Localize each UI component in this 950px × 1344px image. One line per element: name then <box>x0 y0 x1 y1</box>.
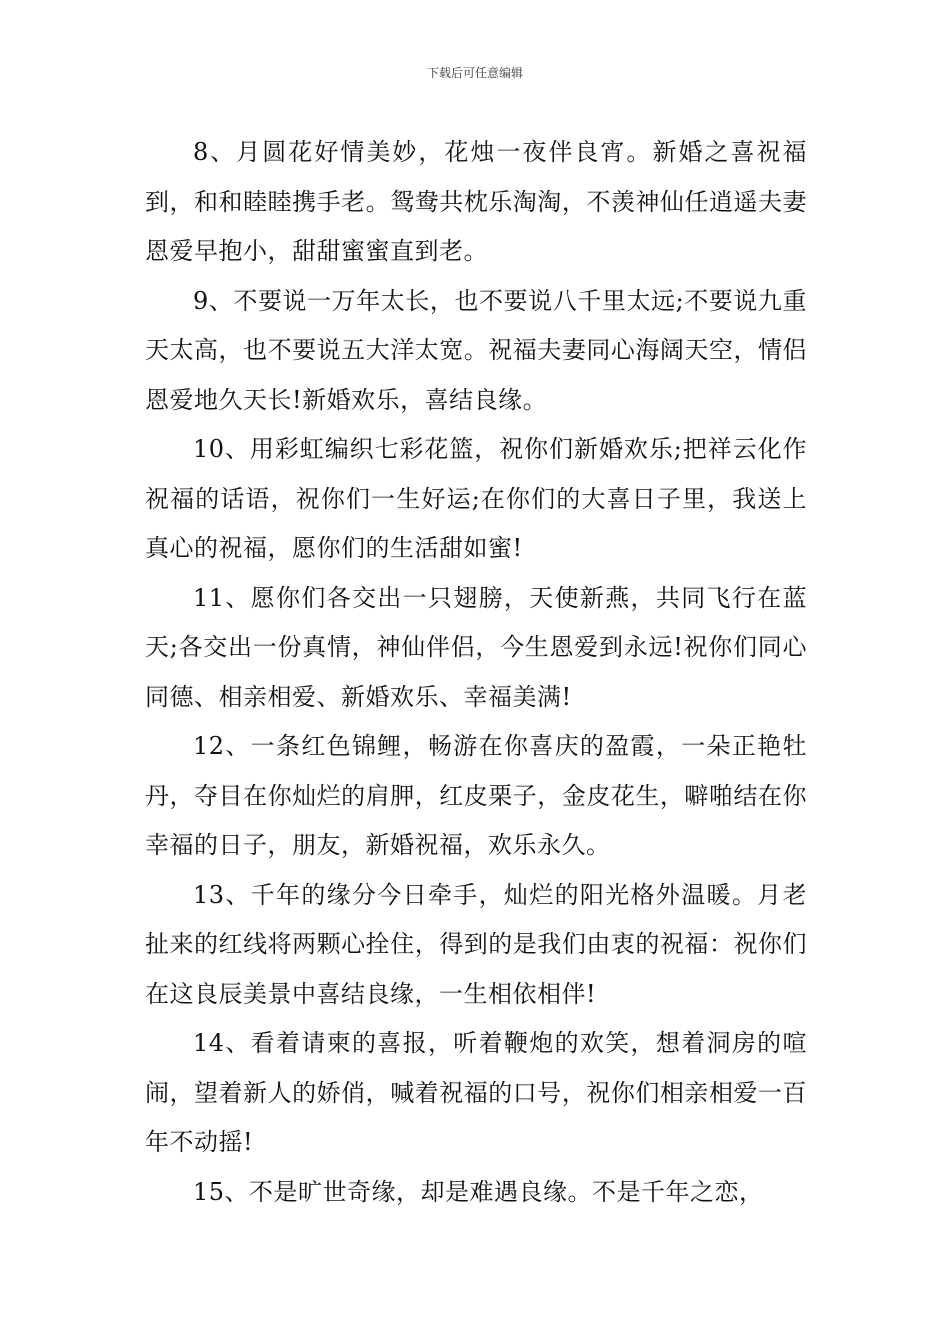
paragraph-9: 9、不要说一万年太长，也不要说八千里太远;不要说九重天太高，也不要说五大洋太宽。祝福夫妻同心海阔天空，情侣恩爱地久天长!新婚欢乐，喜结良缘。 <box>145 286 807 414</box>
paragraph-13: 13、千年的缘分今日牵手，灿烂的阳光格外温暖。月老扯来的红线将两颗心拴住，得到的是我们由衷的祝福：祝你们在这良辰美景中喜结良缘，一生相依相伴! <box>145 880 807 1008</box>
paragraph-12: 12、一条红色锦鲤，畅游在你喜庆的盈霞，一朵正艳牡丹，夺目在你灿烂的肩胛，红皮栗子，金皮花生，噼啪结在你幸福的日子，朋友，新婚祝福，欢乐永久。 <box>145 732 807 859</box>
paragraph-10: 10、用彩虹编织七彩花篮，祝你们新婚欢乐;把祥云化作祝福的话语，祝你们一生好运;在你们的大喜日子里，我送上真心的祝福，愿你们的生活甜如蜜! <box>145 435 807 562</box>
paragraph-11: 11、愿你们各交出一只翅膀，天使新燕，共同飞行在蓝天;各交出一份真情，神仙伴侣，今生恩爱到永远!祝你们同心同德、相亲相爱、新婚欢乐、幸福美满! <box>145 583 807 711</box>
page-header: 下载后可任意编辑 <box>426 66 523 80</box>
paragraph-14: 14、看着请柬的喜报，听着鞭炮的欢笑，想着洞房的喧闹，望着新人的娇俏，喊着祝福的口号，祝你们相亲相爱一百年不动摇! <box>145 1029 807 1156</box>
paragraph-8: 8、月圆花好情美妙，花烛一夜伴良宵。新婚之喜祝福到，和和睦睦携手老。鸳鸯共枕乐淘淘，不羡神仙任逍遥夫妻恩爱早抱小，甜甜蜜蜜直到老。 <box>145 138 807 265</box>
document-body <box>145 128 807 1217</box>
paragraph-15: 15、不是旷世奇缘，却是难遇良缘。不是千年之恋， <box>193 1177 764 1206</box>
